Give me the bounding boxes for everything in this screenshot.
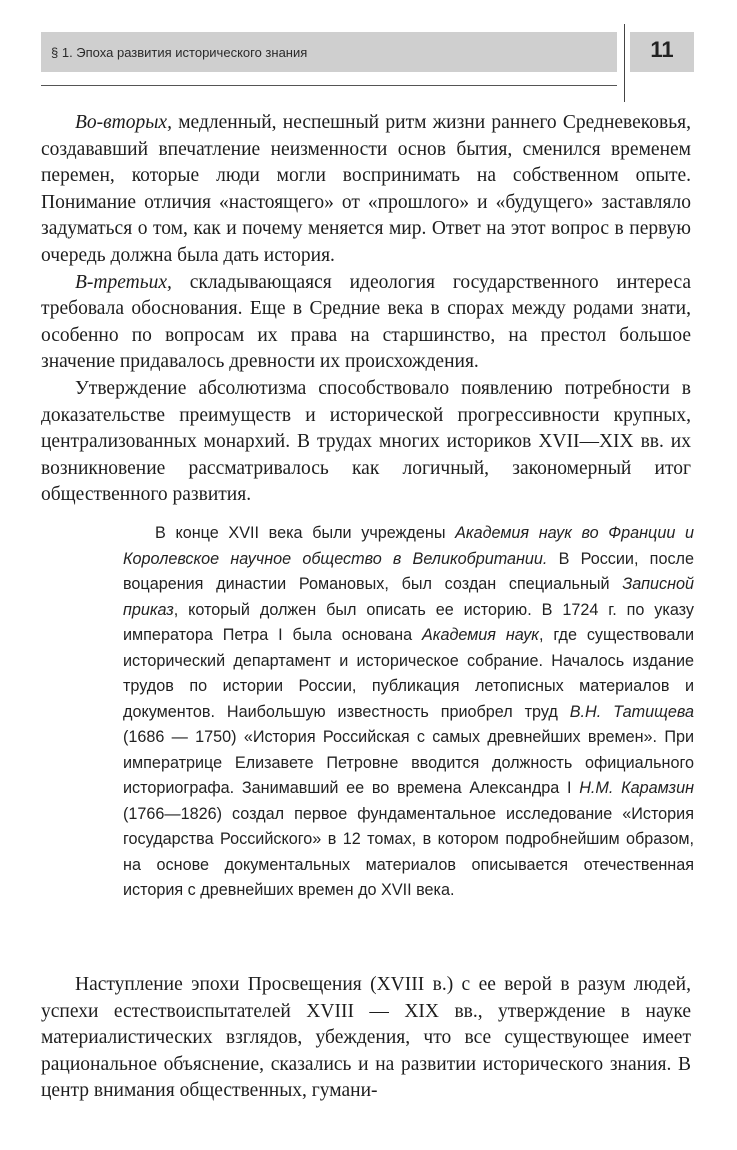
paragraph-1 <box>41 110 691 270</box>
callout-text-1: В конце XVII века были учреждены <box>155 524 456 542</box>
callout-italic-2: Записной приказ <box>123 575 694 619</box>
callout-text-2: В России, после воцарения династии Романовых, был создан специальный <box>123 549 694 593</box>
header-divider <box>624 24 625 102</box>
section-title: § 1. Эпоха развития исторического знания <box>51 45 308 60</box>
running-header <box>41 32 617 72</box>
paragraph-2 <box>41 270 691 376</box>
paragraph-2-lead: В-третьих, <box>75 271 172 293</box>
bottom-text <box>41 972 691 1105</box>
paragraph-4: Наступление эпохи Просвещения (XVIII в.) с ее верой в разум людей, успехи естествоиспытателей XVIII — XIX вв., утверждение в науке материалистических взглядов, убеждения, что все существующее имеет рациональное объяснение, сказались и на развитии исторического знания. В центр внимания общественных, гумани- <box>41 974 691 1102</box>
callout-italic-1: Академия наук во Франции и Королевское научное общество в Великобритании. <box>123 524 694 568</box>
paragraph-2-text: складывающаяся идеология государственного интереса требовала обоснования. Еще в Средние века в спорах между родами знати, особенно по вопросам их права на старшинство, на престол большое значение придавалось древности их происхождения. <box>41 271 691 373</box>
callout-text-5: (1686 — 1750) «История Российская с самых древнейших времен». При императрице Елизавете Петровне вводится должность официального историографа. Занимавший ее во времена Александра I <box>123 728 694 797</box>
page-number: 11 <box>650 37 674 62</box>
header-rule <box>41 85 617 86</box>
paragraph-1-text: медленный, неспешный ритм жизни раннего Средневековья, создававший впечатление неизменности основ бытия, сменился временем перемен, которые люди могли воспринимать на собственном опыте. Понимание отличия «настоящего» от «прошлого» и «будущего» заставляло задуматься о том, как и почему меняется мир. Ответ на этот вопрос в первую очередь должна была дать история. <box>41 112 691 266</box>
callout-italic-3: Академия наук <box>422 626 539 644</box>
paragraph-3: Утверждение абсолютизма способствовало появлению потребности в доказательстве преимуществ и исторической прогрессивности крупных, централизованных монархий. В трудах многих историков XVII—XIX вв. их возникновение рассматривалось как логичный, закономерный итог общественного развития. <box>41 377 691 506</box>
callout-text-3: , который должен был описать ее историю. В 1724 г. по указу императора Петра I была основана <box>123 600 694 644</box>
callout-box <box>123 521 694 904</box>
page-number-box <box>630 32 694 72</box>
callout-italic-5: Н.М. Карамзин <box>579 779 694 797</box>
callout-text-4: , где существовали исторический департамент и историческое собрание. Началось издание трудов по истории России, публикация летописных материалов и документов. Наибольшую известность приобрел труд <box>123 626 694 721</box>
callout-italic-4: В.Н. Татищева <box>569 702 694 721</box>
paragraph-1-lead: Во-вторых, <box>75 112 172 133</box>
callout-paragraph <box>123 521 694 904</box>
main-text <box>41 110 691 509</box>
callout-text-6: (1766—1826) создал первое фундаментальное исследование «История государства Российского» в 12 томах, в котором подробнейшим образом, на основе документальных материалов описывается отечественная история с древнейших времен до XVII века. <box>123 804 694 899</box>
